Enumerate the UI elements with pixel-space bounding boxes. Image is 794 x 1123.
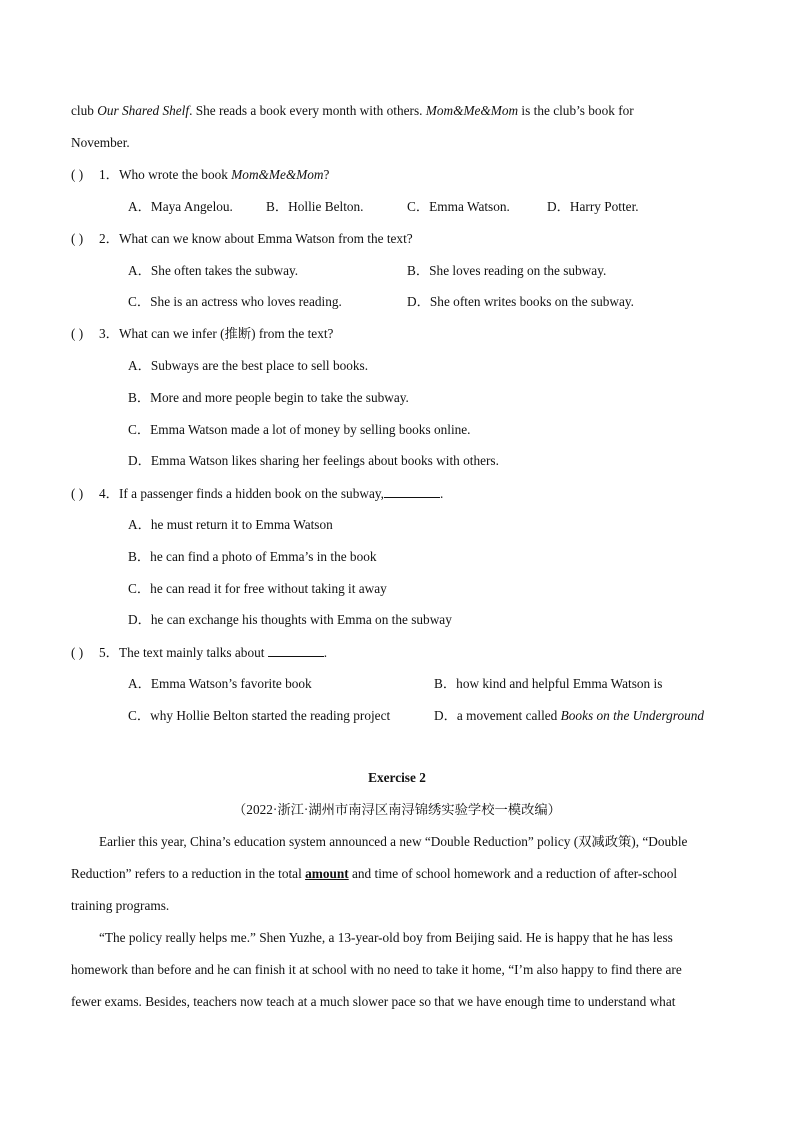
question-text: . <box>439 486 444 501</box>
option-b: B．he can find a photo of Emma’s in the book <box>128 549 377 564</box>
question-text: What can we infer (推断) from the text? <box>118 326 334 341</box>
option-c: C．he can read it for free without taking it away <box>128 581 387 596</box>
question-number: 4． <box>99 486 119 501</box>
option-d: D．She often writes books on the subway. <box>407 294 635 309</box>
question-text: If a passenger finds a hidden book on the subway, <box>118 486 384 501</box>
paragraph-2-line-3: fewer exams. Besides, teachers now teach at a much slower pace so that we have enough time to understand what <box>71 994 676 1009</box>
paragraph-2-line-2: homework than before and he can finish it at school with no need to take it home, “I’m also happy to find there are <box>71 962 682 977</box>
question-number: 1． <box>99 167 119 182</box>
passage-text: club <box>71 103 98 118</box>
option-a: A．Subways are the best place to sell books. <box>128 358 369 373</box>
book-title: Mom&Me&Mom <box>231 167 324 182</box>
passage-line-2: November. <box>71 135 130 150</box>
paragraph-text: Reduction” refers to a reduction in the total <box>71 866 306 881</box>
option-a: A．he must return it to Emma Watson <box>128 517 333 532</box>
option-a: A．Emma Watson’s favorite book <box>128 676 312 691</box>
question-number: 5． <box>99 645 119 660</box>
paragraph-1-line-3: training programs. <box>71 898 170 913</box>
question-number: 2． <box>99 231 119 246</box>
answer-paren: ( ) <box>71 167 84 182</box>
option-d: D．Harry Potter. <box>547 199 639 214</box>
paragraph-1-line-1: Earlier this year, China’s education system announced a new “Double Reduction” policy (双减政策), “Double <box>99 834 688 849</box>
option-d <box>434 709 704 722</box>
paragraph-1-line-2 <box>71 867 677 880</box>
option-a: A．She often takes the subway. <box>128 263 299 278</box>
question-3 <box>71 327 333 340</box>
option-b: B．how kind and helpful Emma Watson is <box>434 676 663 691</box>
option-b: B．She loves reading on the subway. <box>407 263 607 278</box>
book-title: Mom&Me&Mom <box>425 103 519 118</box>
passage-line-1 <box>71 104 634 117</box>
option-d: D．Emma Watson likes sharing her feelings about books with others. <box>128 453 499 468</box>
answer-blank[interactable] <box>268 645 324 657</box>
question-text: . <box>323 645 328 660</box>
paragraph-text: and time of school homework and a reduction of after-school <box>348 866 678 881</box>
paragraph-2-line-1: “The policy really helps me.” Shen Yuzhe, a 13-year-old boy from Beijing said. He is happy that he has less <box>99 930 673 945</box>
passage-text: is the club’s book for <box>518 103 634 118</box>
option-c: C．why Hollie Belton started the reading project <box>128 708 391 723</box>
option-text: D．a movement called <box>434 708 561 723</box>
question-1 <box>71 168 329 181</box>
answer-paren: ( ) <box>71 645 84 660</box>
movement-name: Books on the Underground <box>560 708 705 723</box>
answer-paren: ( ) <box>71 231 84 246</box>
question-text: What can we know about Emma Watson from the text? <box>118 231 413 246</box>
option-c: C．Emma Watson made a lot of money by selling books online. <box>128 422 471 437</box>
question-2 <box>71 232 413 245</box>
exercise-title: Exercise 2 <box>368 770 426 785</box>
option-b: B．Hollie Belton. <box>266 199 364 214</box>
question-text: The text mainly talks about <box>118 645 268 660</box>
underlined-word: amount <box>305 866 349 881</box>
passage-text: . She reads a book every month with others. <box>189 103 426 118</box>
question-text: ? <box>323 167 330 182</box>
option-c: C．Emma Watson. <box>407 199 510 214</box>
option-a: A．Maya Angelou. <box>128 199 233 214</box>
option-c: C．She is an actress who loves reading. <box>128 294 342 309</box>
club-name: Our Shared Shelf <box>97 103 190 118</box>
answer-blank[interactable] <box>384 486 440 498</box>
option-d: D．he can exchange his thoughts with Emma on the subway <box>128 612 452 627</box>
exercise-source: （2022·浙江·湖州市南浔区南浔锦绣实验学校一模改编） <box>233 802 561 817</box>
answer-paren: ( ) <box>71 486 84 501</box>
question-number: 3． <box>99 326 119 341</box>
option-b: B．More and more people begin to take the subway. <box>128 390 409 405</box>
question-text: Who wrote the book <box>118 167 232 182</box>
question-4 <box>71 486 443 500</box>
question-5 <box>71 645 327 659</box>
answer-paren: ( ) <box>71 326 84 341</box>
